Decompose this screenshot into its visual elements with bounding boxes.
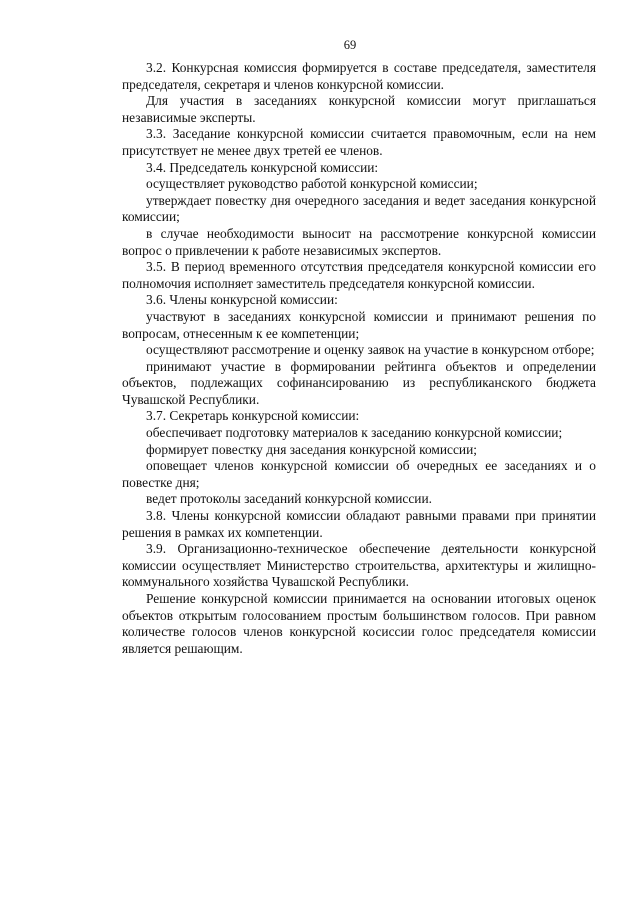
paragraph-3-3: 3.3. Заседание конкурсной комиссии считается правомочным, если на нем присутствует не менее двух третей ее членов.: [122, 126, 596, 158]
paragraph-3-2: 3.2. Конкурсная комиссия формируется в составе председателя, заместителя председателя, секретаря и членов конкурсной комиссии.: [122, 60, 596, 92]
paragraph-3-9: 3.9. Организационно-техническое обеспечение деятельности конкурсной комиссии осуществляет Министерство строительства, архитектуры и жилищно-коммунального хозяйства Чувашской Республики.: [122, 541, 596, 590]
paragraph-secretary-duty-1: обеспечивает подготовку материалов к заседанию конкурсной комиссии;: [146, 425, 563, 441]
paragraph-decision: Решение конкурсной комиссии принимается на основании итоговых оценок объектов открытым голосованием простым большинством голосов. При равном количестве голосов членов конкурсной косиссии голос председателя комиссии является решающим.: [122, 591, 596, 656]
page-number: 69: [343, 38, 357, 52]
paragraph-3-4: 3.4. Председатель конкурсной комиссии:: [146, 159, 379, 175]
paragraph-chair-duty-2: утверждает повестку дня очередного заседания и ведет заседания конкурсной комиссии;: [122, 192, 596, 225]
paragraph-member-duty-2: осуществляют рассмотрение и оценку заявок на участие в конкурсном отборе;: [146, 342, 595, 358]
paragraph-3-5: 3.5. В период временного отсутствия председателя конкурсной комиссии его полномочия исполняет заместитель председателя конкурсной комиссии.: [122, 259, 596, 291]
paragraph-member-duty-3: принимают участие в формировании рейтинга объектов и определении объектов, подлежащих софинансированию из республиканского бюджета Чувашской Республики.: [122, 358, 596, 407]
paragraph-experts: Для участия в заседаниях конкурсной комиссии могут приглашаться независимые эксперты.: [122, 93, 596, 125]
paragraph-3-6: 3.6. Члены конкурсной комиссии:: [146, 292, 338, 308]
paragraph-secretary-duty-3: оповещает членов конкурсной комиссии об очередных ее заседаниях и о повестке дня;: [122, 458, 596, 490]
paragraph-3-7: 3.7. Секретарь конкурсной комиссии:: [146, 408, 360, 424]
paragraph-secretary-duty-2: формирует повестку дня заседания конкурсной комиссии;: [146, 441, 477, 457]
paragraph-chair-duty-1: осуществляет руководство работой конкурсной комиссии;: [146, 176, 478, 192]
paragraph-chair-duty-3: в случае необходимости выносит на рассмотрение конкурсной комиссии вопрос о привлечении к работе независимых экспертов.: [122, 225, 596, 258]
document-body: [122, 60, 596, 657]
paragraph-3-8: 3.8. Члены конкурсной комиссии обладают равными правами при принятии решения в рамках их компетенции.: [122, 508, 596, 540]
paragraph-member-duty-1: участвуют в заседаниях конкурсной комиссии и принимают решения по вопросам, отнесенным к ее компетенции;: [122, 308, 596, 341]
paragraph-secretary-duty-4: ведет протоколы заседаний конкурсной комиссии.: [146, 491, 432, 507]
